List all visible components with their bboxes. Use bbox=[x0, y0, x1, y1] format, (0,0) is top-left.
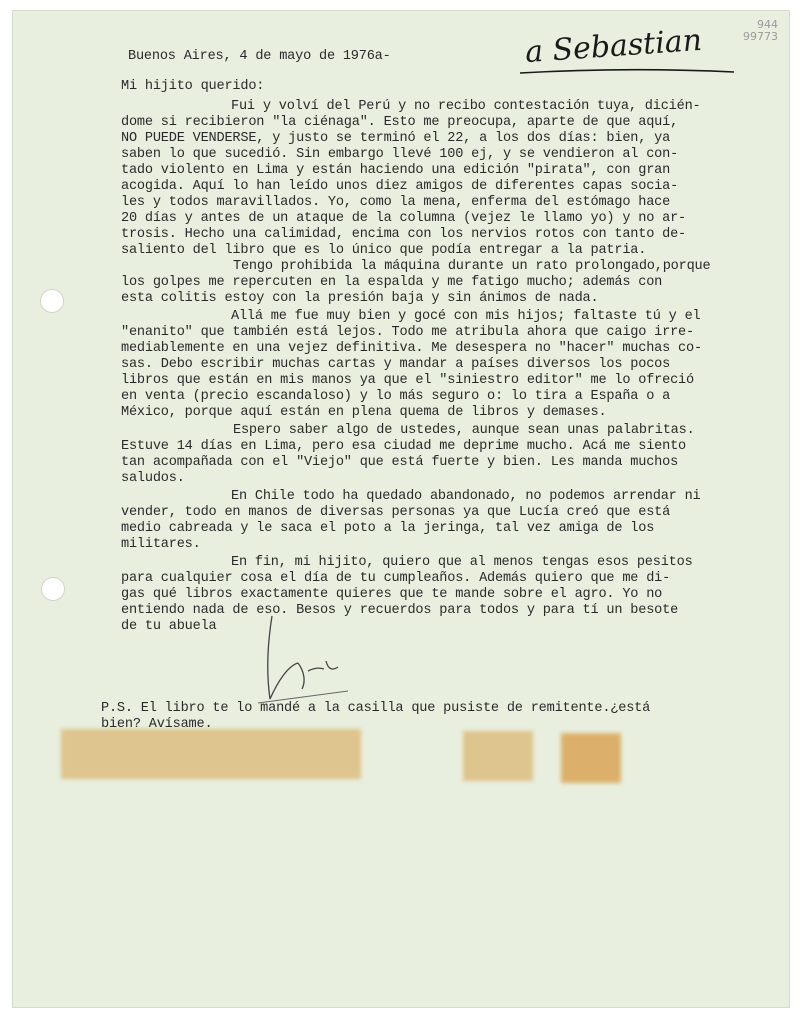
body-line: libros que están en mis manos ya que el "siniestro editor" me lo ofreció bbox=[121, 373, 694, 388]
body-line: entiendo nada de eso. Besos y recuerdos para todos y para tí un besote bbox=[121, 603, 679, 618]
body-line: les y todos maravillados. Yo, como la mena, enferma del estómago hace bbox=[121, 195, 671, 210]
body-line: dome si recibieron "la ciénaga". Esto me preocupa, aparte de que aquí, bbox=[121, 115, 679, 130]
body-line: militares. bbox=[121, 537, 201, 552]
tape-stain-left bbox=[61, 729, 361, 779]
body-line: de tu abuela bbox=[121, 619, 217, 634]
body-line: trosis. Hecho una calimidad, encima con los nervios rotos con tanto de- bbox=[121, 227, 686, 242]
body-line: mediablemente en una vejez definitiva. Me desespera no "hacer" muchas co- bbox=[121, 341, 702, 356]
body-line: acogida. Aquí lo han leído unos diez amigos de diferentes capas socia- bbox=[121, 179, 679, 194]
body-line: sas. Debo escribir muchas cartas y mandar a países diversos los pocos bbox=[121, 357, 671, 372]
body-line: México, porque aquí están en plena quema de libros y demases. bbox=[121, 405, 607, 420]
letter-heading: Buenos Aires, 4 de mayo de 1976a- bbox=[128, 49, 391, 64]
body-line: Estuve 14 días en Lima, pero esa ciudad me deprime mucho. Acá me siento bbox=[121, 439, 686, 454]
body-line: NO PUEDE VENDERSE, y justo se terminó el 22, a los dos días: bien, ya bbox=[121, 131, 671, 146]
body-line: saludos. bbox=[121, 471, 185, 486]
body-line: los golpes me repercuten en la espalda y me fatigo mucho; además con bbox=[121, 275, 663, 290]
body-line: esta colitis estoy con la presión baja y sin ánimos de nada. bbox=[121, 291, 599, 306]
body-line: tado violento en Lima y están haciendo una edición "pirata", con gran bbox=[121, 163, 671, 178]
body-line: tan acompañada con el "Viejo" que está fuerte y bien. Les manda muchos bbox=[121, 455, 679, 470]
catalog-number-1: 944 bbox=[757, 18, 778, 31]
body-line: Allá me fue muy bien y gocé con mis hijos; faltaste tú y el bbox=[231, 309, 701, 324]
body-line: Tengo prohibida la máquina durante un rato prolongado,porque bbox=[233, 259, 711, 274]
body-line: vender, todo en manos de diversas personas ya que Lucía creó que está bbox=[121, 505, 671, 520]
annotation-underline bbox=[518, 67, 738, 77]
handwritten-signature bbox=[248, 611, 358, 711]
body-line: gas qué libros exactamente quieres que te mande sobre el agro. Yo no bbox=[121, 587, 663, 602]
tape-stain-mid bbox=[463, 731, 533, 781]
body-line: Fui y volví del Perú y no recibo contestación tuya, dicién- bbox=[231, 99, 701, 114]
catalog-number-2: 99773 bbox=[743, 30, 778, 43]
body-line: medio cabreada y le saca el poto a la jeringa, tal vez amiga de los bbox=[121, 521, 655, 536]
punch-hole-top bbox=[40, 289, 64, 313]
letter-salutation: Mi hijito querido: bbox=[121, 79, 265, 94]
letter-page bbox=[12, 10, 790, 1008]
body-line: En Chile todo ha quedado abandonado, no podemos arrendar ni bbox=[231, 489, 701, 504]
recipient-annotation: a Sebastian bbox=[523, 22, 704, 71]
body-line: para cualquier cosa el día de tu cumpleaños. Además quiero que me di- bbox=[121, 571, 671, 586]
postscript-line: bien? Avísame. bbox=[101, 717, 213, 732]
body-line: en venta (precio escandaloso) y lo más seguro o: lo tira a España o a bbox=[121, 389, 671, 404]
punch-hole-bottom bbox=[41, 577, 65, 601]
body-line: saliento del libro que es lo único que podía entregar a la patria. bbox=[121, 243, 647, 258]
body-line: En fin, mi hijito, quiero que al menos tengas esos pesitos bbox=[231, 555, 693, 570]
body-line: saben lo que sucedió. Sin embargo llevé 100 ej, y se vendieron al con- bbox=[121, 147, 679, 162]
tape-stain-right bbox=[561, 733, 621, 783]
catalog-number bbox=[743, 19, 778, 43]
body-line: "enanito" que también está lejos. Todo me atribula ahora que caigo irre- bbox=[121, 325, 694, 340]
body-line: Espero saber algo de ustedes, aunque sean unas palabritas. bbox=[233, 423, 695, 438]
body-line: 20 días y antes de un ataque de la columna (vejez le llamo yo) y no ar- bbox=[121, 211, 686, 226]
postscript-line: P.S. El libro te lo mandé a la casilla que pusiste de remitente.¿está bbox=[101, 701, 651, 716]
